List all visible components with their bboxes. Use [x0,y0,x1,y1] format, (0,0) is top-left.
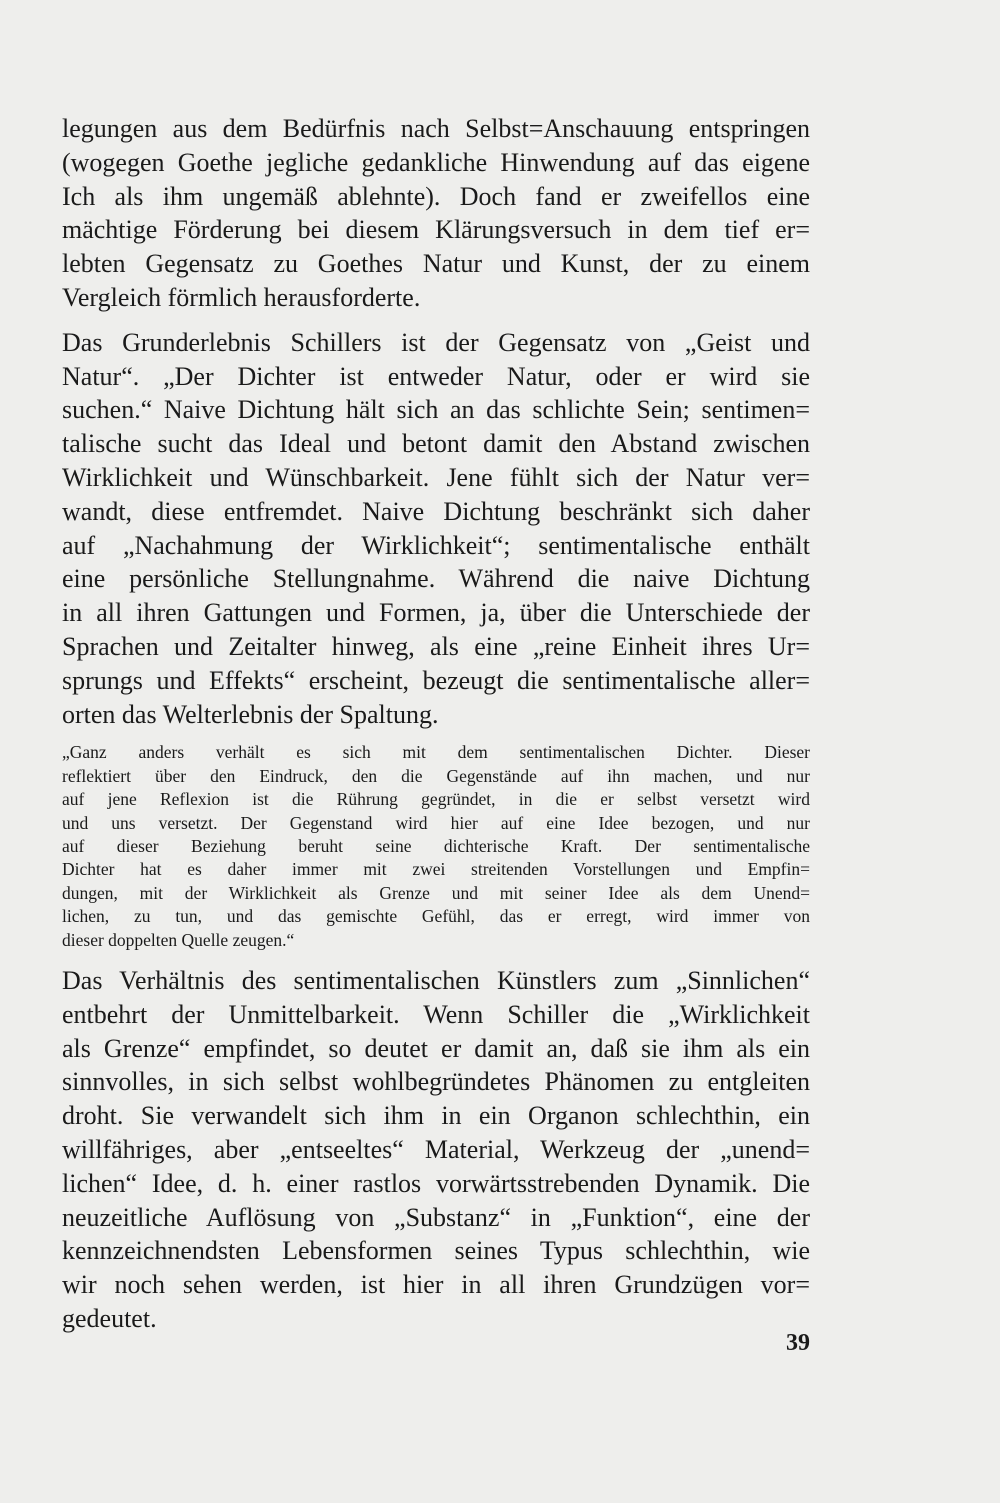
text-line: in all ihren Gattungen und Formen, ja, über die Unterschiede der [62,598,810,628]
text-line: lebten Gegensatz zu Goethes Natur und Kunst, der zu einem [62,249,810,279]
quote-line: reflektiert über den Eindruck, den die Gegenstände auf ihn machen, und nur [62,765,810,786]
paragraph-2 [62,326,810,732]
quote-line: auf dieser Beziehung beruht seine dichterische Kraft. Der sentimentalische [62,835,810,856]
text-line: Wirklichkeit und Wünschbarkeit. Jene fühlt sich der Natur ver= [62,462,810,492]
text-line: Das Grunderlebnis Schillers ist der Gegensatz von „Geist und [62,327,810,357]
text-line: Das Verhältnis des sentimentalischen Künstlers zum „Sinnlichen“ [62,966,810,995]
text-line: lichen“ Idee, d. h. einer rastlos vorwärtsstrebenden Dynamik. Die [62,1168,810,1198]
quote-line: dungen, mit der Wirklichkeit als Grenze und mit seiner Idee als dem Unend= [62,882,810,903]
text-line: Vergleich förmlich herausforderte. [62,282,421,312]
quote-line: dieser doppelten Quelle zeugen.“ [62,929,295,950]
paragraph-1 [62,112,810,315]
quote-line: und uns versetzt. Der Gegenstand wird hier auf eine Idee bezogen, und nur [62,812,810,833]
text-line: eine persönliche Stellungnahme. Während die naive Dichtung [62,564,810,594]
text-line: neuzeitliche Auflösung von „Substanz“ in „Funktion“, eine der [62,1202,810,1232]
text-line: wandt, diese entfremdet. Naive Dichtung beschränkt sich daher [62,496,810,526]
page-body [62,112,810,1336]
text-line: suchen.“ Naive Dichtung hält sich an das schlichte Sein; sentimen= [62,395,810,425]
text-line: sprungs und Effekts“ erscheint, bezeugt die sentimentalische aller= [62,665,810,695]
text-line: kennzeichnendsten Lebensformen seines Typus schlechthin, wie [62,1236,810,1266]
text-line: auf „Nachahmung der Wirklichkeit“; sentimentalische enthält [62,530,810,560]
text-line: droht. Sie verwandelt sich ihm in ein Organon schlechthin, ein [62,1101,810,1131]
quote-line: auf jene Reflexion ist die Rührung gegründet, in die er selbst versetzt wird [62,789,810,810]
quote-line: lichen, zu tun, und das gemischte Gefühl, das er erregt, wird immer von [62,906,810,927]
text-line: sinnvolles, in sich selbst wohlbegründetes Phänomen zu entgleiten [62,1067,810,1097]
text-line: talische sucht das Ideal und betont damit den Abstand zwischen [62,429,810,459]
text-line: wir noch sehen werden, ist hier in all ihren Grundzügen vor= [62,1270,810,1300]
text-line: willfähriges, aber „entseeltes“ Material, Werkzeug der „unend= [62,1134,810,1164]
quote-line: Dichter hat es daher immer mit zwei streitenden Vorstellungen und Empfin= [62,859,810,880]
text-line: Ich als ihm ungemäß ablehnte). Doch fand er zweifellos eine [62,181,810,211]
text-line: gedeutet. [62,1303,157,1333]
text-line: (wogegen Goethe jegliche gedankliche Hinwendung auf das eigene [62,147,810,177]
text-line: Sprachen und Zeitalter hinweg, als eine „reine Einheit ihres Ur= [62,631,810,661]
text-line: entbehrt der Unmittelbarkeit. Wenn Schiller die „Wirklichkeit [62,999,810,1029]
text-line: Natur“. „Der Dichter ist entweder Natur, oder er wird sie [62,361,810,391]
text-line: legungen aus dem Bedürfnis nach Selbst=Anschauung entspringen [62,114,810,143]
quote-line: „Ganz anders verhält es sich mit dem sentimentalischen Dichter. Dieser [62,742,810,763]
text-line: mächtige Förderung bei diesem Klärungsversuch in dem tief er= [62,215,810,245]
block-quote [62,741,810,952]
paragraph-3 [62,964,810,1336]
page-number: 39 [786,1330,810,1356]
text-line: orten das Welterlebnis der Spaltung. [62,699,439,729]
text-line: als Grenze“ empfindet, so deutet er damit an, daß sie ihm als ein [62,1033,810,1063]
